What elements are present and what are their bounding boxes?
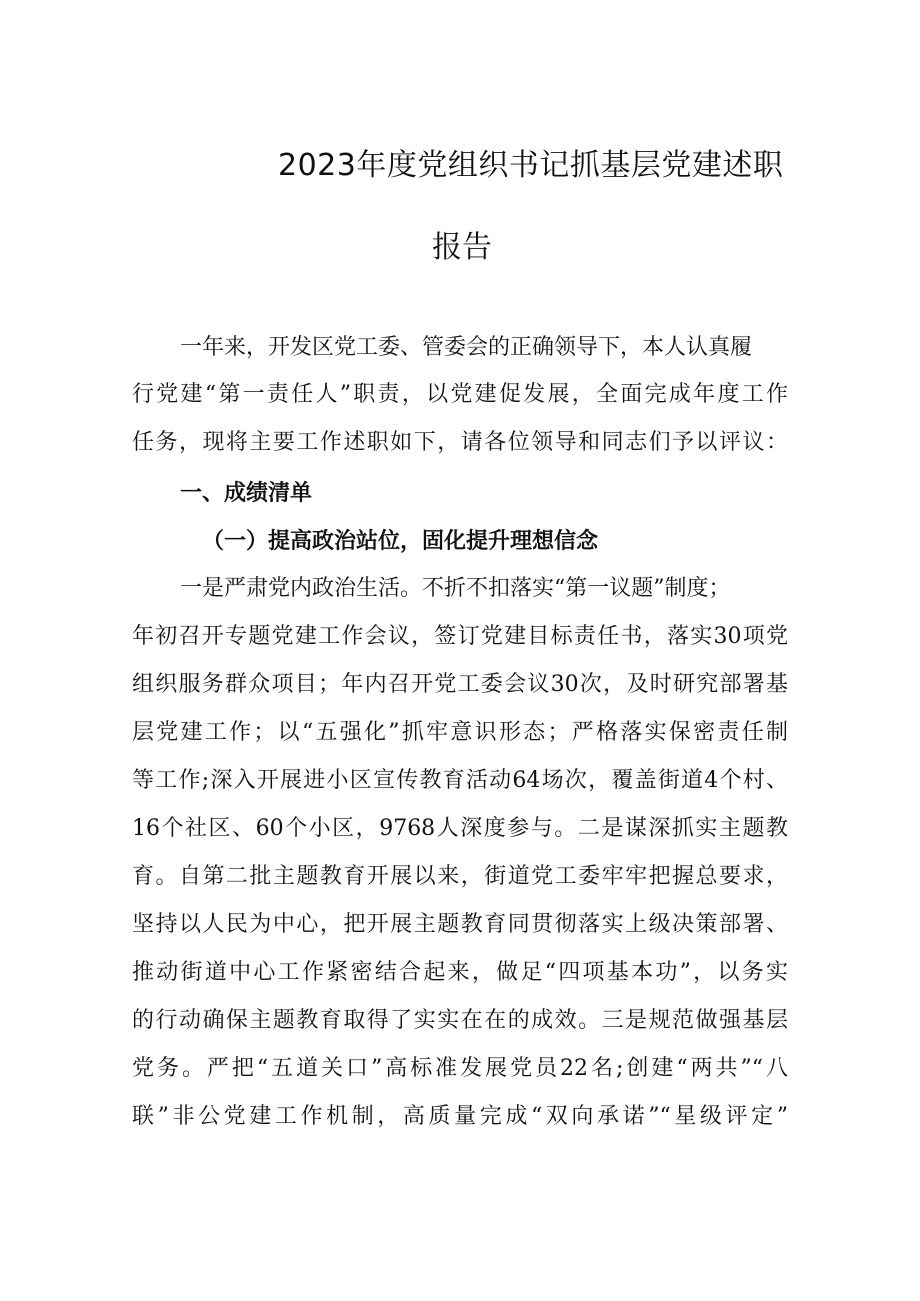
section-heading: 一、成绩清单 — [180, 480, 313, 506]
paragraph-line: 行党建“第一责任人”职责，以党建促发展，全面完成年度工作 — [132, 382, 788, 407]
paragraph-line: 层党建工作；以“五强化”抓牢意识形态；严格落实保密责任制 — [132, 720, 788, 745]
paragraph-line: 的行动确保主题教育取得了实实在在的成效。三是规范做强基层 — [132, 1008, 788, 1033]
paragraph-line: 等工作;深入开展进小区宣传教育活动64场次，覆盖街道4个村、 — [132, 768, 788, 793]
document-title-line-2: 报告 — [432, 230, 492, 265]
paragraph-line: 联”非公党建工作机制，高质量完成“双向承诺”“星级评定” — [132, 1104, 788, 1129]
paragraph-line: 推动街道中心工作紧密结合起来，做足“四项基本功”，以务实 — [132, 960, 788, 985]
paragraph-line: 一是严肃党内政治生活。不折不扣落实“第一议题”制度； — [180, 576, 731, 601]
paragraph-line: 年初召开专题党建工作会议，签订党建目标责任书，落实30项党 — [132, 624, 788, 649]
paragraph-line: 任务，现将主要工作述职如下，请各位领导和同志们予以评议： — [132, 430, 788, 455]
paragraph-line: 坚持以人民为中心，把开展主题教育同贯彻落实上级决策部署、 — [132, 912, 788, 937]
paragraph-line: 党务。严把“五道关口”高标准发展党员22名;创建“两共”“八 — [132, 1056, 788, 1081]
document-title-line-1: 2023年度党组织书记抓基层党建述职 — [278, 148, 784, 183]
paragraph-line: 16个社区、60个小区，9768人深度参与。二是谋深抓实主题教 — [132, 816, 788, 841]
paragraph-line: 一年来，开发区党工委、管委会的正确领导下，本人认真履 — [180, 335, 753, 360]
paragraph-line: 组织服务群众项目；年内召开党工委会议30次，及时研究部署基 — [132, 672, 788, 697]
paragraph-line: 育。自第二批主题教育开展以来，街道党工委牢牢把握总要求， — [132, 864, 788, 889]
subsection-heading: （一）提高政治站位，固化提升理想信念 — [202, 528, 599, 554]
